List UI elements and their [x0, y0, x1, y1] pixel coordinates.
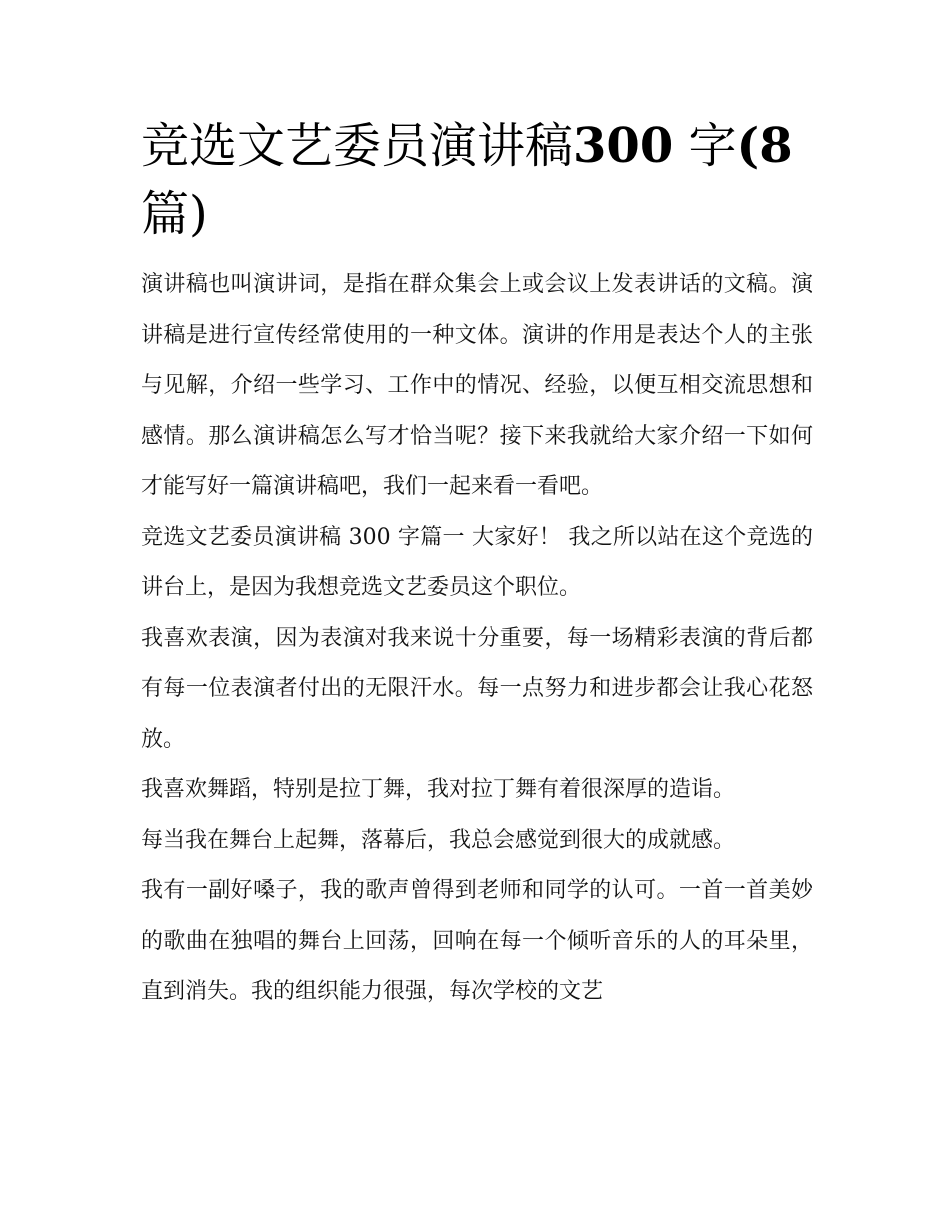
document-body	[141, 260, 813, 1018]
paragraph-4: 每当我在舞台上起舞，落幕后，我总会感觉到很大的成就感。	[141, 827, 736, 853]
document-title	[141, 112, 813, 248]
title-unit: 字	[688, 118, 737, 174]
title-count: (8	[736, 118, 793, 174]
paragraph-intro: 演讲稿也叫演讲词，是指在群众集会上或会议上发表讲话的文稿。演讲稿是进行宣传经常使用的一种文体。演讲的作用是表达个人的主张与见解，介绍一些学习、工作中的情况、经验，以便互相交流思想和感情。那么演讲稿怎么写才恰当呢？接下来我就给大家介绍一下如何才能写好一篇演讲稿吧，我们一起来看一看吧。	[141, 272, 813, 499]
paragraph-2: 我喜欢表演，因为表演对我来说十分重要，每一场精彩表演的背后都有每一位表演者付出的无限汗水。每一点努力和进步都会让我心花怒放。	[141, 625, 813, 752]
title-number: 300	[573, 118, 674, 174]
paragraph-5: 我有一副好嗓子，我的歌声曾得到老师和同学的认可。一首一首美妙的歌曲在独唱的舞台上回荡，回响在每一个倾听音乐的人的耳朵里，直到消失。我的组织能力很强，每次学校的文艺	[141, 878, 813, 1004]
document-page	[141, 112, 813, 1018]
title-text: 竞选文艺委员演讲稿	[141, 118, 574, 174]
title-suffix: 篇)	[141, 186, 208, 242]
paragraph-1: 竞选文艺委员演讲稿 300 字篇一 大家好！ 我之所以站在这个竞选的讲台上，是因为我想竞选文艺委员这个职位。	[141, 524, 813, 600]
paragraph-3: 我喜欢舞蹈，特别是拉丁舞，我对拉丁舞有着很深厚的造诣。	[141, 777, 736, 802]
